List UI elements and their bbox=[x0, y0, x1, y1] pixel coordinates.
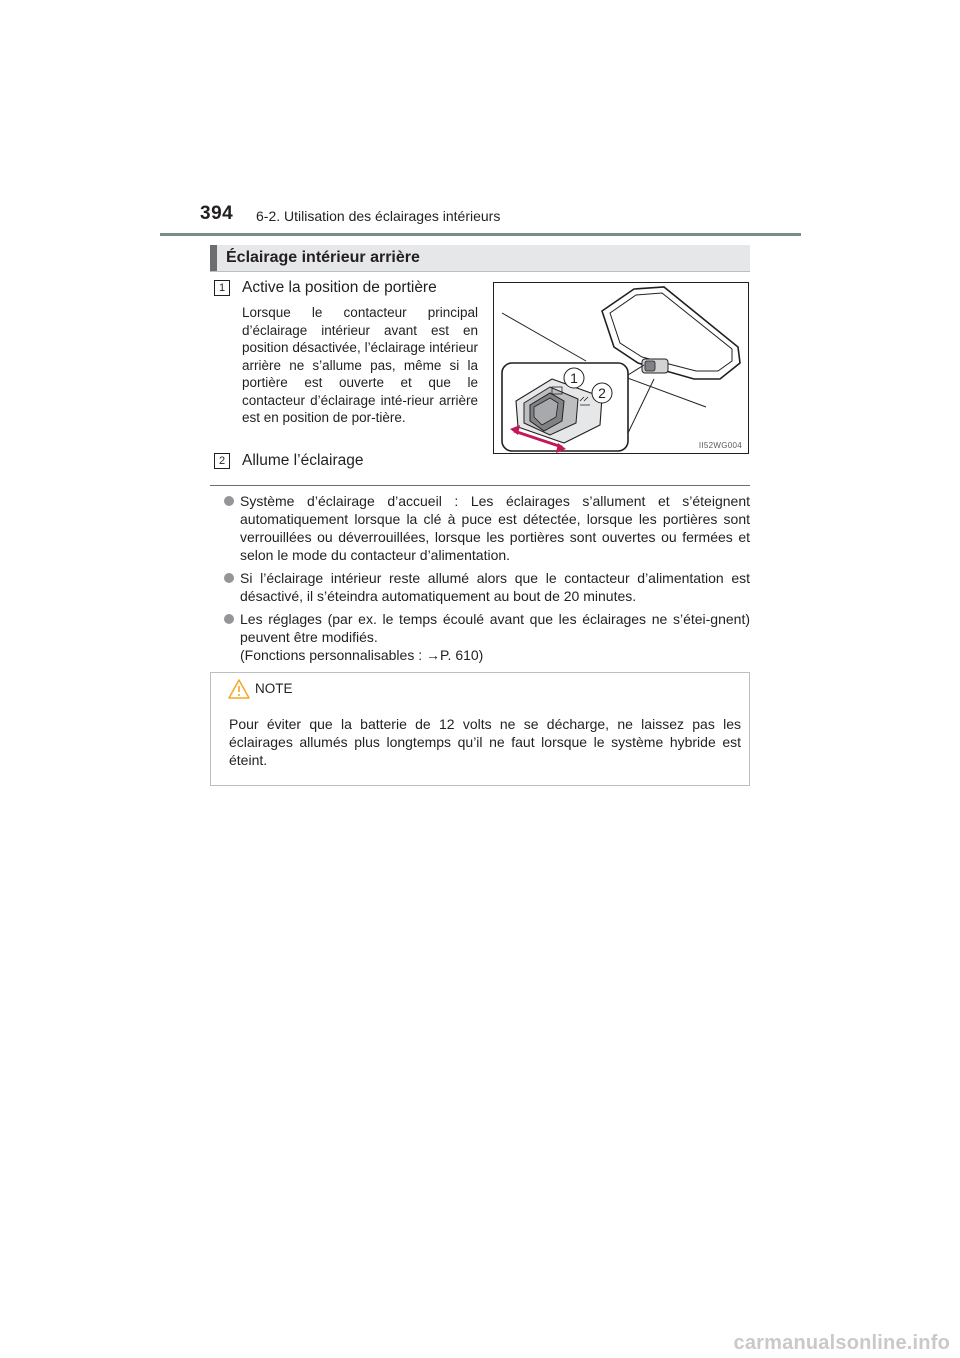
header-rule bbox=[160, 233, 801, 236]
note-title: NOTE bbox=[255, 681, 293, 696]
cross-reference-page: P. 610) bbox=[440, 647, 484, 663]
bullet-icon bbox=[224, 573, 234, 583]
notes-list bbox=[224, 492, 750, 669]
item-description-1: Lorsque le contacteur principal d’éclairage intérieur avant est en position désactivée, l’éclairage intérieur arrière ne s’allume pas, même si la portière est ouverte et que le contacteur d’éclairage inté-rieur arrière est en position de por-tière. bbox=[242, 305, 478, 425]
list-item bbox=[224, 610, 750, 664]
cross-reference-prefix: (Fonctions personnalisables : bbox=[240, 647, 426, 663]
cross-reference bbox=[240, 647, 483, 663]
note-text: Les réglages (par ex. le temps écoulé avant que les éclairages ne s’étei-gnent) peuvent être modifiés. bbox=[240, 611, 750, 645]
note-text: Pour éviter que la batterie de 12 volts ne se décharge, ne laissez pas les éclairages allumés plus longtemps qu’il ne faut lorsque le système hybride est éteint. bbox=[229, 716, 741, 768]
note-text: Système d’éclairage d’accueil : Les éclairages s’allument et s’éteignent automatiquement lorsque la clé à puce est détectée, lorsque les portières sont verrouillées ou déverrouillées, lorsque les portières sont ouvertes ou fermées et selon le mode du contacteur d’alimentation. bbox=[240, 493, 750, 563]
warning-icon bbox=[227, 678, 251, 700]
item-label-2: Allume l’éclairage bbox=[242, 452, 364, 469]
watermark: carmanualsonline.info bbox=[733, 1332, 950, 1354]
section-accent bbox=[210, 245, 217, 271]
list-item bbox=[224, 492, 750, 564]
rear-interior-light-illustration bbox=[493, 282, 749, 454]
item-number-1: 1 bbox=[214, 280, 230, 296]
section-heading bbox=[210, 245, 750, 272]
note-text: Si l’éclairage intérieur reste allumé alors que le contacteur d’alimentation est désactivé, il s’éteindra automatiquement au bout de 20 minutes. bbox=[240, 570, 750, 604]
chapter-title: 6-2. Utilisation des éclairages intérieurs bbox=[256, 208, 501, 224]
item-label-1: Active la position de portière bbox=[242, 279, 437, 296]
notes-rule bbox=[210, 485, 750, 486]
figure-code: II52WG004 bbox=[698, 441, 742, 450]
list-item bbox=[224, 569, 750, 605]
item-number-2: 2 bbox=[214, 453, 230, 469]
callout-2: 2 bbox=[598, 385, 606, 401]
note-box bbox=[210, 672, 750, 786]
callout-1: 1 bbox=[570, 370, 578, 386]
rear-light-switch-drawing bbox=[494, 283, 749, 454]
bullet-icon bbox=[224, 614, 234, 624]
section-title: Éclairage intérieur arrière bbox=[226, 249, 420, 266]
arrow-icon: → bbox=[426, 647, 440, 663]
bullet-icon bbox=[224, 496, 234, 506]
page-number: 394 bbox=[200, 203, 234, 224]
